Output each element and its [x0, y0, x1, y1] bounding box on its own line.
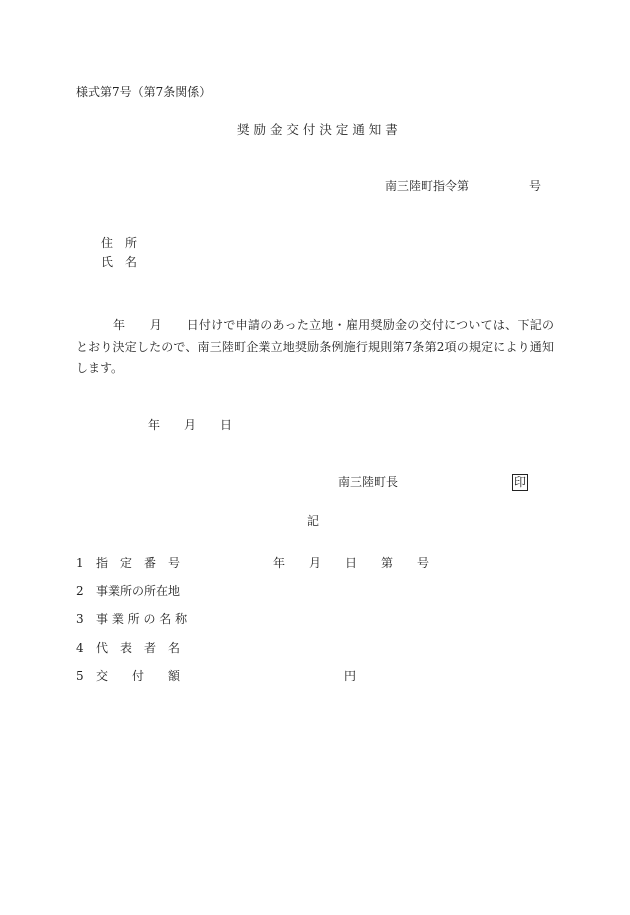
item-label: 事 業 所 の 名 称 [96, 612, 188, 626]
signatory-title: 南三陸町長 [338, 475, 399, 489]
item-value: 円 [344, 669, 357, 683]
document-title: 奨 励 金 交 付 決 定 通 知 書 [237, 122, 398, 137]
body-paragraph: 年 月 日付けで申請のあった立地・雇用奨励金の交付については、下記のとおり決定したので、南三陸町企業立地奨励条例施行規則第7条第2項の規定により通知します。 [76, 318, 554, 375]
item-label: 事業所の所在地 [96, 584, 181, 598]
item-number: 4 [76, 641, 84, 655]
address-label: 住 所 [101, 236, 138, 250]
issue-date-line: 年 月 日 [148, 418, 233, 432]
name-label: 氏 名 [101, 255, 138, 269]
item-number: 2 [76, 584, 84, 598]
item-label: 指 定 番 号 [96, 556, 181, 570]
item-value: 年 月 日 第 号 [273, 556, 430, 570]
item-number: 5 [76, 669, 84, 683]
issuer-reference-number: 南三陸町指令第 号 [385, 179, 542, 193]
ki-heading: 記 [307, 514, 320, 528]
seal-mark: 印 [514, 475, 527, 489]
form-number: 様式第7号（第7条関係） [76, 85, 212, 99]
item-number: 1 [76, 556, 84, 570]
item-label: 代 表 者 名 [96, 641, 181, 655]
item-number: 3 [76, 612, 84, 626]
item-label: 交 付 額 [96, 669, 181, 683]
